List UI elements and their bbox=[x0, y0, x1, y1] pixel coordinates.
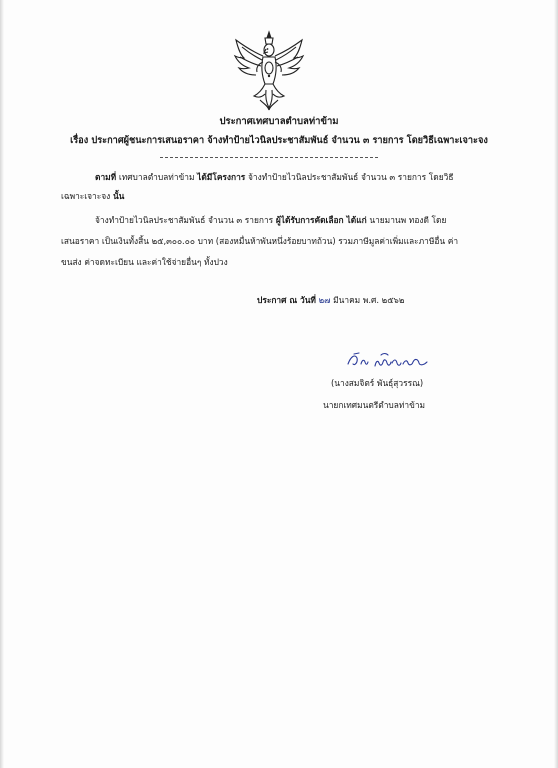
paragraph-2-line-3: ขนส่ง ค่าจดทะเบียน และค่าใช้จ่ายอื่นๆ ทั้งปวง bbox=[61, 257, 228, 267]
subject-text: ประกาศผู้ชนะการเสนอราคา จ้างทำป้ายไวนิลประชาสัมพันธ์ จำนวน ๓ รายการ โดยวิธีเฉพาะเจาะจง bbox=[91, 135, 488, 146]
handwritten-signature bbox=[345, 350, 431, 372]
paragraph-1-lead: ตามที่ bbox=[95, 172, 117, 182]
paragraph-2-line-1 bbox=[95, 214, 446, 226]
subject-label: เรื่อง bbox=[70, 135, 89, 146]
paragraph-1-part-1: เทศบาลตำบลท่าข้าม bbox=[118, 172, 195, 182]
announce-date-prefix: ประกาศ ณ วันที่ bbox=[257, 295, 316, 305]
paragraph-1-line-2-end: นั้น bbox=[112, 191, 125, 201]
announce-date bbox=[257, 294, 404, 306]
signatory-position: นายกเทศมนตรีตำบลท่าข้าม bbox=[323, 400, 426, 410]
paragraph-2-part-2: นายมานพ ทองดี โดย bbox=[369, 215, 447, 225]
announcement-subject bbox=[0, 133, 558, 148]
paragraph-1-line-2 bbox=[61, 190, 124, 202]
garuda-emblem-icon bbox=[232, 30, 306, 112]
paragraph-1-bold-1: ได้มีโครงการ bbox=[197, 172, 246, 182]
paragraph-1-line-2-text: เฉพาะเจาะจง bbox=[61, 191, 111, 201]
announce-date-day: ๒๗ bbox=[318, 295, 331, 305]
divider-line bbox=[160, 157, 378, 158]
announce-date-month-year: มีนาคม พ.ศ. ๒๕๖๒ bbox=[333, 295, 405, 305]
paragraph-1-line-1 bbox=[95, 171, 453, 183]
announcement-heading: ประกาศเทศบาลตำบลท่าข้าม bbox=[219, 116, 339, 127]
signatory-name: (นางสมจิตร์ พันธุ์สุวรรณ) bbox=[331, 378, 424, 388]
paragraph-2-part-1: จ้างทำป้ายไวนิลประชาสัมพันธ์ จำนวน ๓ รายการ bbox=[95, 215, 274, 225]
paragraph-2-line-2: เสนอราคา เป็นเงินทั้งสิ้น ๒๕,๓๐๐.๐๐ บาท (สองหมื่นห้าพันหนึ่งร้อยบาทถ้วน) รวมภาษีมูลค่าเพิ่มและภาษีอื่น ค่า bbox=[61, 236, 459, 246]
paragraph-2-bold-1: ผู้ได้รับการคัดเลือก ได้แก่ bbox=[275, 215, 367, 225]
paragraph-1-part-2: จ้างทำป้ายไวนิลประชาสัมพันธ์ จำนวน ๓ รายการ โดยวิธี bbox=[247, 172, 454, 182]
